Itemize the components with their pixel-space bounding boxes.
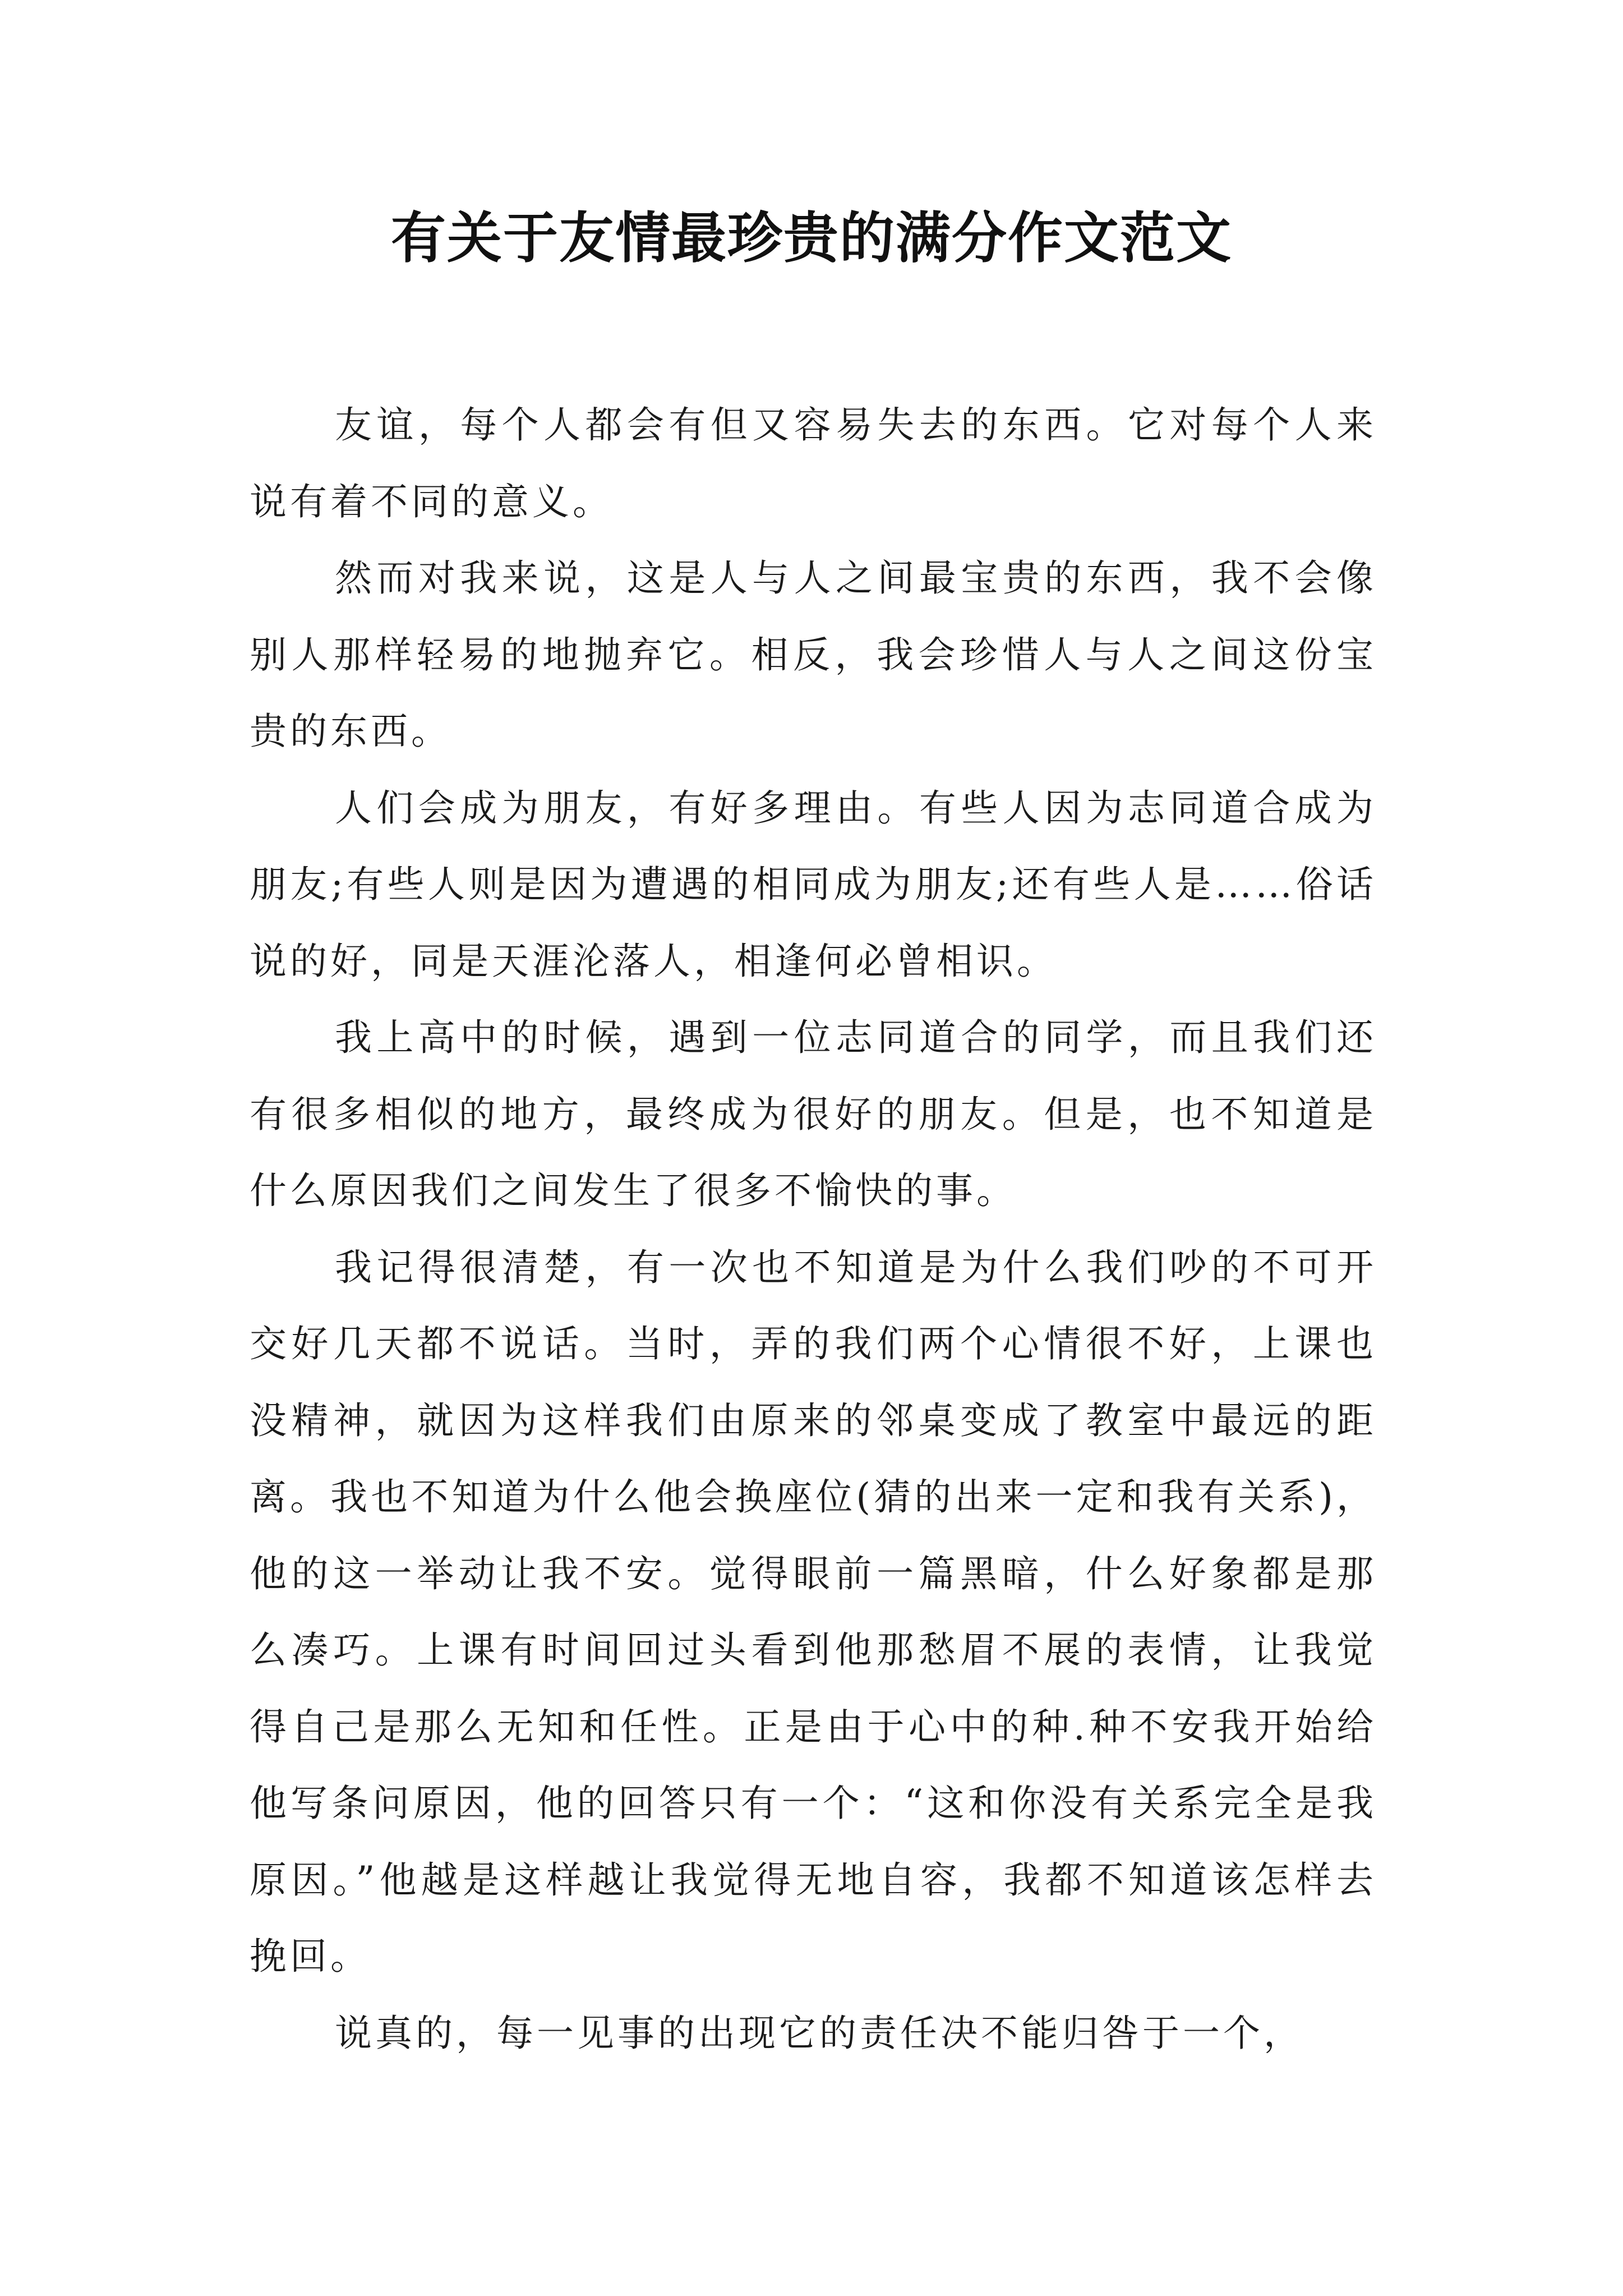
paragraph: 我记得很清楚，有一次也不知道是为什么我们吵的不可开交好几天都不说话。当时，弄的我们两个心情很不好，上课也没精神，就因为这样我们由原来的邻桌变成了教室中最远的距离。我也不知道为什么他会换座位(猜的出来一定和我有关系)，他的这一举动让我不安。觉得眼前一篇黑暗，什么好象都是那么凑巧。上课有时间回过头看到他那愁眉不展的表情，让我觉得自己是那么无知和任性。正是由于心中的种.种不安我开始给他写条问原因，他的回答只有一个：“这和你没有关系完全是我原因。”他越是这样越让我觉得无地自容，我都不知道该怎样去挽回。: [250, 1245, 1377, 1978]
paragraph: 我上高中的时候，遇到一位志同道合的同学，而且我们还有很多相似的地方，最终成为很好的朋友。但是，也不知道是什么原因我们之间发生了很多不愉快的事。: [250, 1016, 1377, 1212]
document-title: 有关于友情最珍贵的满分作文范文: [390, 206, 1232, 270]
paragraph: 说真的，每一见事的出现它的责任决不能归咎于一个，: [335, 2011, 1304, 2055]
paragraph: 人们会成为朋友，有好多理由。有些人因为志同道合成为朋友;有些人则是因为遭遇的相同成为朋友;还有些人是……俗话说的好，同是天涯沦落人，相逢何必曾相识。: [250, 786, 1377, 983]
paragraph: 然而对我来说，这是人与人之间最宝贵的东西，我不会像别人那样轻易的地抛弃它。相反，我会珍惜人与人之间这份宝贵的东西。: [250, 556, 1377, 753]
paragraph: 友谊，每个人都会有但又容易失去的东西。它对每个人来说有着不同的意义。: [250, 403, 1377, 523]
document-body: [250, 387, 1377, 2072]
